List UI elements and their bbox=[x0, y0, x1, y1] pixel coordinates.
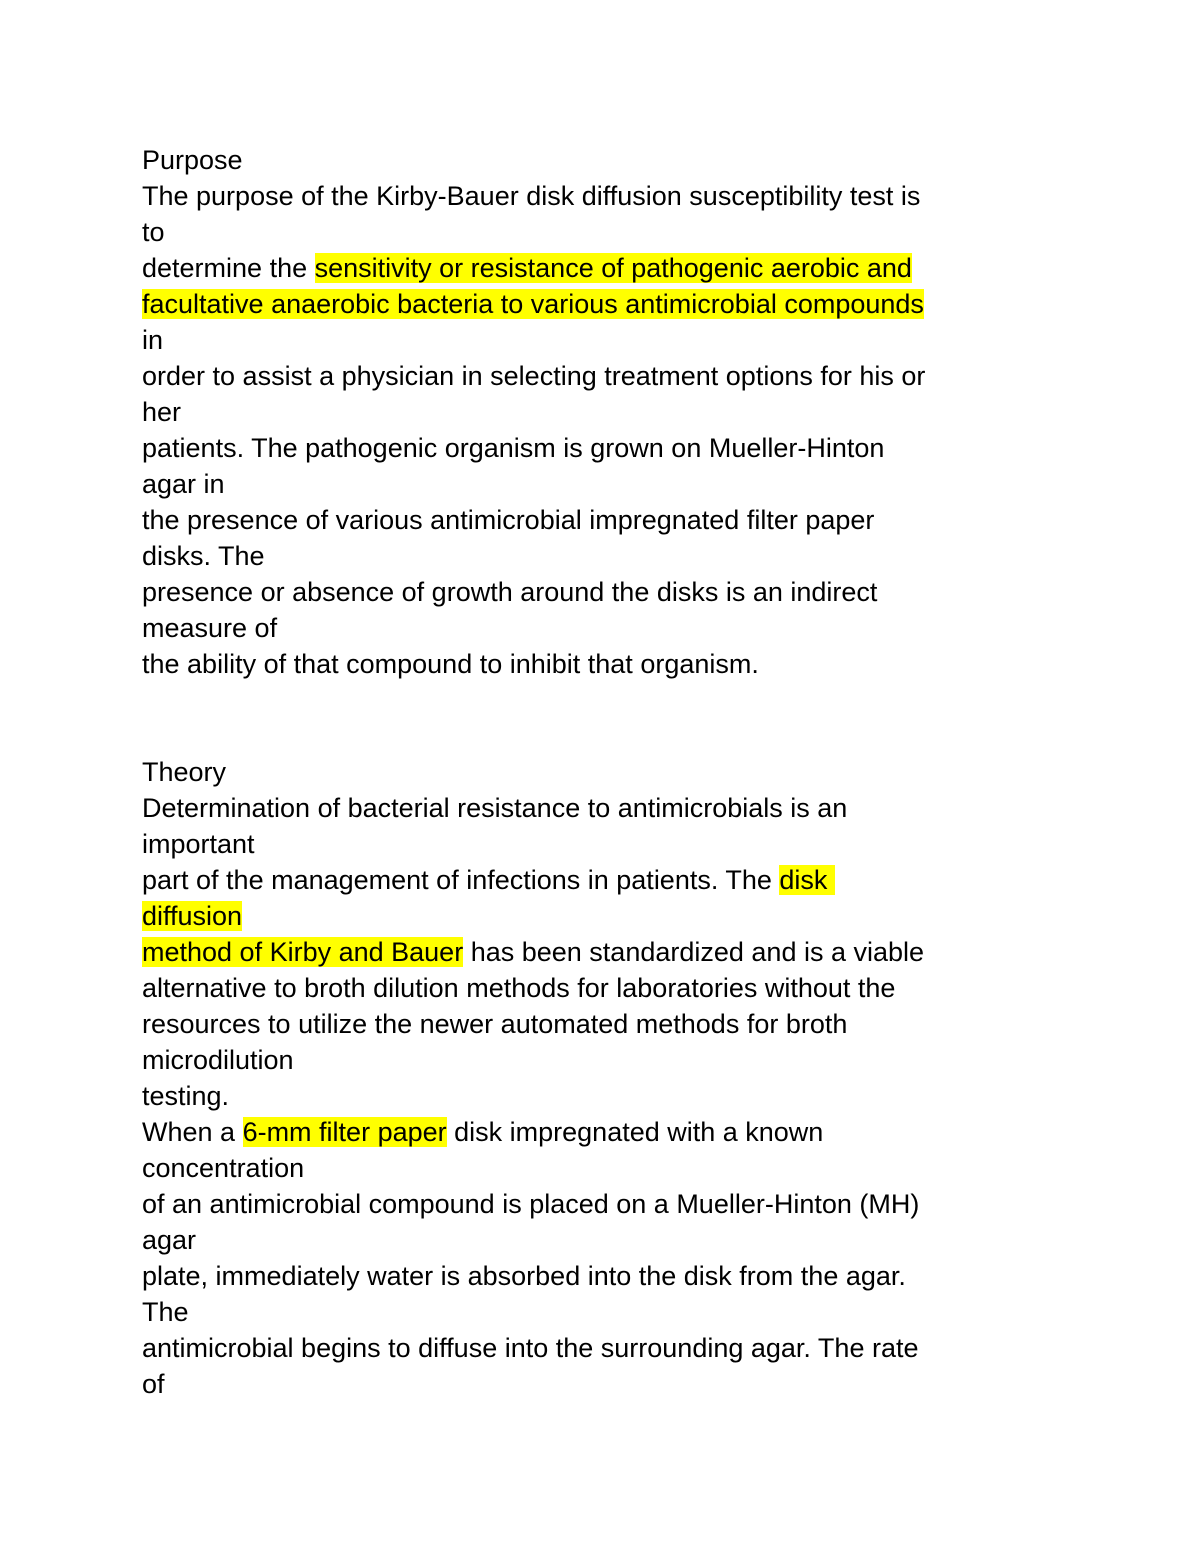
text-line bbox=[142, 538, 1102, 574]
text-segment: antimicrobial begins to diffuse into the surrounding agar. The rate bbox=[142, 1333, 919, 1363]
text-line bbox=[142, 430, 1102, 466]
text-segment: important bbox=[142, 829, 255, 859]
highlighted-text: disk bbox=[779, 865, 835, 895]
text-line bbox=[142, 394, 1102, 430]
text-segment: order to assist a physician in selecting treatment options for his or bbox=[142, 361, 926, 391]
text-line bbox=[142, 1330, 1102, 1366]
text-line bbox=[142, 934, 1102, 970]
text-line bbox=[142, 286, 1102, 322]
text-segment: part of the management of infections in patients. The bbox=[142, 865, 780, 895]
highlighted-text: facultative anaerobic bacteria to various antimicrobial compounds bbox=[142, 289, 924, 319]
text-segment: Determination of bacterial resistance to antimicrobials is an bbox=[142, 793, 848, 823]
text-segment: determine the bbox=[142, 253, 315, 283]
text-line bbox=[142, 214, 1102, 250]
text-line bbox=[142, 1078, 1102, 1114]
text-segment: microdilution bbox=[142, 1045, 294, 1075]
text-line bbox=[142, 898, 1102, 934]
text-line bbox=[142, 1042, 1102, 1078]
text-line bbox=[142, 466, 1102, 502]
text-segment: presence or absence of growth around the disks is an indirect bbox=[142, 577, 878, 607]
text-segment: measure of bbox=[142, 613, 278, 643]
text-line bbox=[142, 1258, 1102, 1294]
text-line bbox=[142, 1366, 1102, 1402]
text-line bbox=[142, 1294, 1102, 1330]
text-segment: agar bbox=[142, 1225, 197, 1255]
text-segment: When a bbox=[142, 1117, 243, 1147]
text-segment: the ability of that compound to inhibit that organism. bbox=[142, 649, 759, 679]
text-line bbox=[142, 610, 1102, 646]
text-line bbox=[142, 790, 1102, 826]
text-line bbox=[142, 1114, 1102, 1150]
text-segment: patients. The pathogenic organism is grown on Mueller-Hinton bbox=[142, 433, 885, 463]
blank-line bbox=[142, 682, 1102, 718]
text-line bbox=[142, 1150, 1102, 1186]
text-segment: resources to utilize the newer automated methods for broth bbox=[142, 1009, 848, 1039]
text-segment: of an antimicrobial compound is placed on a Mueller-Hinton (MH) bbox=[142, 1189, 920, 1219]
text-line bbox=[142, 970, 1102, 1006]
text-segment: concentration bbox=[142, 1153, 305, 1183]
document-body bbox=[142, 142, 1102, 1402]
text-line bbox=[142, 1006, 1102, 1042]
text-line bbox=[142, 862, 1102, 898]
text-segment: The bbox=[142, 1297, 189, 1327]
text-line bbox=[142, 322, 1102, 358]
text-segment: of bbox=[142, 1369, 165, 1399]
text-line bbox=[142, 574, 1102, 610]
highlighted-text: 6-mm filter paper bbox=[242, 1117, 447, 1147]
highlighted-text: sensitivity or resistance of pathogenic aerobic and bbox=[314, 253, 912, 283]
text-segment: testing. bbox=[142, 1081, 230, 1111]
highlighted-text: method of Kirby and Bauer bbox=[142, 937, 464, 967]
text-segment: her bbox=[142, 397, 182, 427]
text-line bbox=[142, 1222, 1102, 1258]
text-segment: The purpose of the Kirby-Bauer disk diffusion susceptibility test is bbox=[142, 181, 921, 211]
text-segment: agar in bbox=[142, 469, 225, 499]
text-segment: in bbox=[142, 325, 164, 355]
theory-heading: Theory bbox=[142, 757, 227, 787]
text-line bbox=[142, 250, 1102, 286]
text-line bbox=[142, 1186, 1102, 1222]
text-line bbox=[142, 646, 1102, 682]
text-segment: has been standardized and is a viable bbox=[463, 937, 925, 967]
text-line bbox=[142, 826, 1102, 862]
purpose-paragraph bbox=[142, 178, 1102, 682]
text-segment: alternative to broth dilution methods for laboratories without the bbox=[142, 973, 896, 1003]
text-segment: disks. The bbox=[142, 541, 265, 571]
text-segment: plate, immediately water is absorbed into the disk from the agar. bbox=[142, 1261, 906, 1291]
text-segment: disk impregnated with a known bbox=[446, 1117, 824, 1147]
purpose-heading: Purpose bbox=[142, 145, 243, 175]
text-line bbox=[142, 502, 1102, 538]
text-line bbox=[142, 178, 1102, 214]
highlighted-text: diffusion bbox=[142, 901, 243, 931]
blank-line bbox=[142, 718, 1102, 754]
text-line bbox=[142, 358, 1102, 394]
theory-paragraph bbox=[142, 790, 1102, 1402]
text-segment: to bbox=[142, 217, 165, 247]
text-segment: the presence of various antimicrobial impregnated filter paper bbox=[142, 505, 875, 535]
